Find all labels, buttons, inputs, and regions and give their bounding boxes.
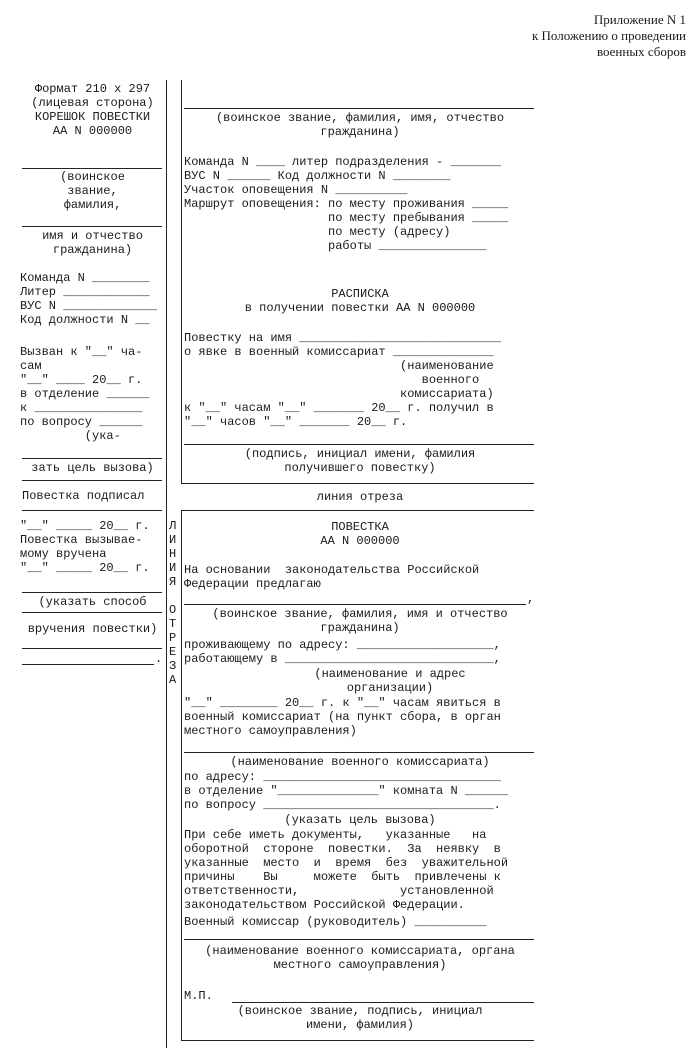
appendix-subtitle-2: военных сборов bbox=[596, 44, 686, 59]
receipt-title: РАСПИСКА bbox=[331, 287, 389, 301]
summons-org-caption: (наименование и адрес организации) bbox=[314, 667, 466, 695]
stub-rank-caption: (воинское звание, фамилия, bbox=[60, 170, 125, 212]
summons-sign-line bbox=[232, 1002, 534, 1003]
appendix-title: Приложение N 1 bbox=[593, 12, 686, 27]
summons-place: по адресу: _________________________________ в отделение "______________" комната N ______ по вопросу ________________________________. bbox=[184, 770, 509, 812]
stub-end-dot: . bbox=[155, 652, 163, 666]
summons-stamp: М.П. bbox=[184, 989, 213, 1003]
receipt-subtitle: в получении повестки АА N 000000 bbox=[244, 301, 476, 315]
stub-signed-line bbox=[22, 510, 162, 511]
receipt-body: Повестку на имя ____________________________ о явке в военный комиссариат ______________ (наименование военного комиссариата) к "__" часам "__" _______ 20__ г. получил в "__" часов "__" _______ 20__ г. bbox=[184, 331, 501, 429]
summons-commissar: Военный комиссар (руководитель) __________ bbox=[184, 915, 487, 929]
stub-purpose-caption: зать цель вызова) bbox=[31, 461, 154, 475]
summons-intro: На основании законодательства Российской Федерации предлагаю bbox=[184, 563, 480, 591]
summons-docs: При себе иметь документы, указанные на оборотной стороне повестки. За неявку в указанные место и время без уважительной причины Вы можете быть привлечены к ответственности, установленной законодательством Российской Федерации. bbox=[184, 828, 509, 912]
summons-rank-caption: (воинское звание, фамилия, имя и отчество гражданина) bbox=[212, 607, 508, 635]
stub-rank-line bbox=[22, 168, 162, 169]
receipt-rank-line bbox=[184, 108, 534, 109]
summons-org-line bbox=[184, 939, 534, 940]
summons-commissariat-line bbox=[184, 752, 534, 753]
stub-method-line-2 bbox=[22, 612, 162, 613]
stub-method-caption: (указать способ bbox=[38, 595, 147, 609]
summons-appear: "__" ________ 20__ г. к "__" часам явиться в военный комиссариат (на пункт сбора, в орган местного самоуправления) bbox=[184, 696, 501, 738]
stub-summoned: Вызван к "__" ча- сам "__" ____ 20__ г. в отделение ______ к _______________ по вопросу ______ (ука- bbox=[20, 345, 150, 443]
appendix-subtitle: к Положению о проведении bbox=[531, 28, 686, 43]
stub-extra-line bbox=[22, 648, 162, 649]
stub-name-line bbox=[22, 226, 162, 227]
stub-separator bbox=[166, 80, 167, 1048]
summons-purpose-caption: (указать цель вызова) bbox=[284, 813, 436, 827]
stub-signed: Повестка подписал bbox=[22, 489, 145, 503]
summons-address: проживающему по адресу: ___________________, работающему в _____________________________, bbox=[184, 638, 501, 666]
receipt-fields: Команда N ____ литер подразделения - _______ ВУС N ______ Код должности N ________ Участок оповещения N __________ Маршрут оповещения: по месту проживания _____ по месту пребывания _____ по месту (адресу) работы _______________ bbox=[184, 155, 509, 253]
summons-title: ПОВЕСТКА bbox=[331, 520, 389, 534]
summons-commissariat-caption: (наименование военного комиссариата) bbox=[230, 755, 490, 769]
stub-extra-line-2 bbox=[22, 664, 154, 665]
summons-rank-line bbox=[184, 604, 526, 605]
stub-name-caption: имя и отчество гражданина) bbox=[42, 229, 143, 257]
stub-method-caption-2: вручения повестки) bbox=[27, 622, 158, 636]
stub-purpose-line bbox=[22, 458, 162, 459]
stub-divider bbox=[22, 480, 162, 481]
receipt-sign-line bbox=[184, 444, 534, 445]
receipt-left-border bbox=[181, 80, 182, 484]
stub-method-line bbox=[22, 592, 162, 593]
summons-sign-caption: (воинское звание, подпись, инициал имени, фамилия) bbox=[237, 1004, 483, 1032]
receipt-bottom-border bbox=[181, 483, 534, 484]
stub-fields: Команда N ________ Литер ____________ ВУС N _____________ Код должности N __ bbox=[20, 271, 157, 327]
summons-number: АА N 000000 bbox=[320, 534, 400, 548]
cut-line-label: линия отреза bbox=[316, 490, 404, 504]
summons-left-border bbox=[181, 510, 182, 1040]
summons-rank-comma: , bbox=[527, 592, 535, 606]
summons-org-caption-2: (наименование военного комиссариата, органа местного самоуправления) bbox=[205, 944, 515, 972]
receipt-rank-caption: (воинское звание, фамилия, имя, отчество гражданина) bbox=[215, 111, 505, 139]
cut-line-vertical: Л И Н И Я О Т Р Е З А bbox=[169, 519, 177, 687]
receipt-sign-caption: (подпись, инициал имени, фамилия получившего повестку) bbox=[244, 447, 476, 475]
summons-top-border bbox=[181, 510, 534, 511]
stub-delivered: "__" _____ 20__ г. Повестка вызывае- мому вручена "__" _____ 20__ г. bbox=[20, 519, 150, 575]
stub-header: Формат 210 x 297 (лицевая сторона) КОРЕШОК ПОВЕСТКИ АА N 000000 bbox=[31, 82, 154, 138]
summons-bottom-border bbox=[181, 1040, 534, 1041]
